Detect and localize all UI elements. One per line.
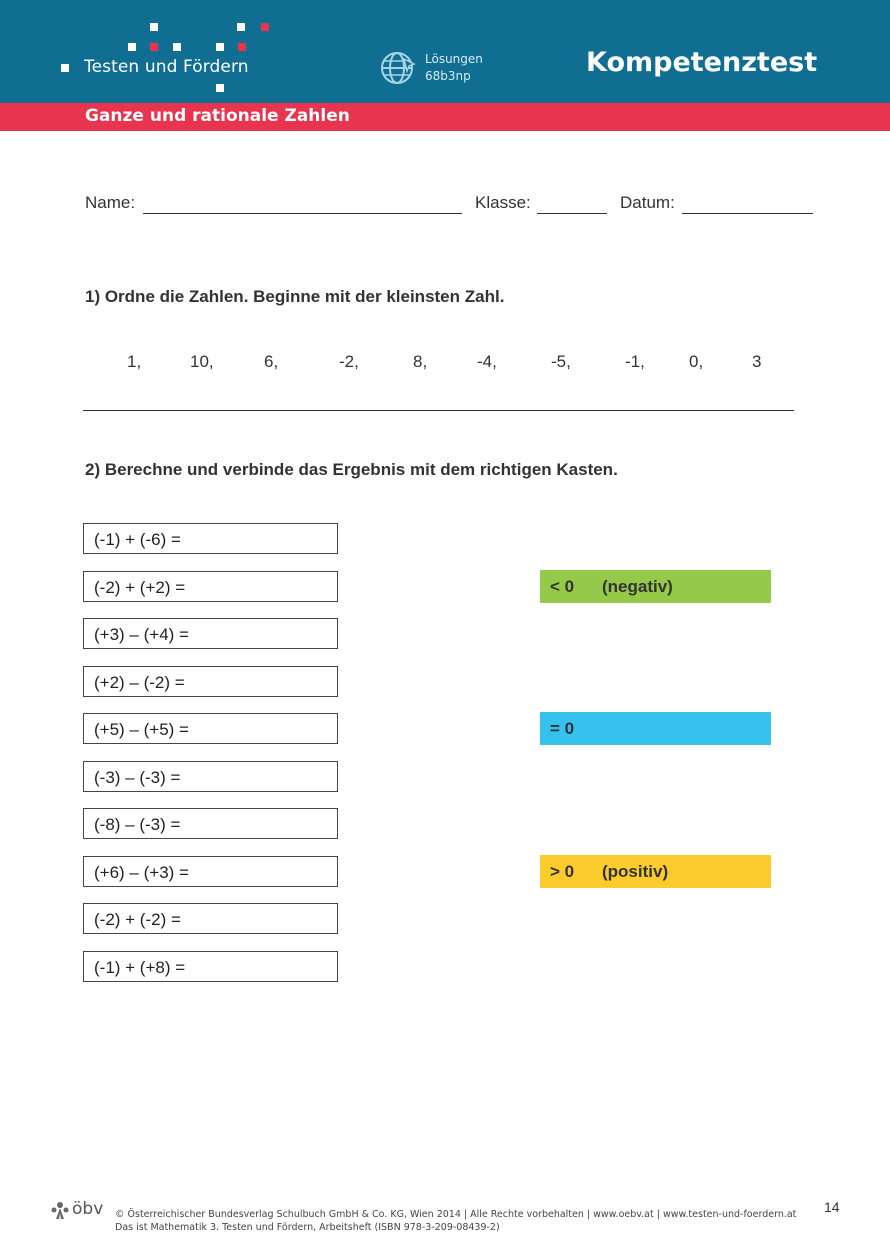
expression-box[interactable]: (-8) – (-3) = [83,808,338,839]
result-box-negative[interactable] [540,570,771,603]
task2-title: 2) Berechne und verbinde das Ergebnis mit dem richtigen Kasten. [85,460,618,479]
name-field[interactable] [143,213,462,214]
number-item: -4, [477,352,497,371]
publisher-logo-icon [50,1201,70,1221]
result-symbol: > 0 [550,862,575,881]
expression-box[interactable]: (+2) – (-2) = [83,666,338,697]
task1-title: 1) Ordne die Zahlen. Beginne mit der kleinsten Zahl. [85,287,505,306]
solutions-code: 68b3np [425,69,471,83]
solutions-label: Lösungen [425,52,483,66]
number-item: -2, [339,352,359,371]
isbn-line: Das ist Mathematik 3. Testen und Fördern, Arbeitsheft (ISBN 978-3-209-08439-2) [115,1222,500,1233]
number-item: 6, [264,352,279,371]
number-item: 0, [689,352,704,371]
expression-box[interactable]: (+6) – (+3) = [83,856,338,887]
number-item: 8, [413,352,428,371]
date-label: Datum: [620,193,675,212]
expression-box[interactable]: (-2) + (+2) = [83,571,338,602]
expression-box[interactable]: (-1) + (-6) = [83,523,338,554]
name-label: Name: [85,193,136,212]
expression-box[interactable]: (-3) – (-3) = [83,761,338,792]
number-item: 1, [127,352,142,371]
publisher-logo-text: öbv [72,1199,104,1219]
class-field[interactable] [537,213,607,214]
globe-cursor-icon[interactable] [380,50,416,86]
result-symbol: = 0 [550,719,575,738]
copyright-line: © Österreichischer Bundesverlag Schulbuch GmbH & Co. KG, Wien 2014 | Alle Rechte vorbehalten | www.oebv.at | www.testen-und-foerdern.at [115,1209,797,1220]
brand-name: Testen und Fördern [84,57,249,77]
expression-box[interactable]: (-1) + (+8) = [83,951,338,982]
expression-box[interactable]: (-2) + (-2) = [83,903,338,934]
number-item: 3 [752,352,762,371]
result-box-positive[interactable] [540,855,771,888]
topic-subtitle: Ganze und rationale Zahlen [85,106,350,126]
page-title: Kompetenztest [586,47,818,78]
page-number: 14 [824,1199,840,1215]
number-item: -5, [551,352,571,371]
number-item: 10, [190,352,214,371]
expression-box[interactable]: (+3) – (+4) = [83,618,338,649]
date-field[interactable] [682,213,813,214]
number-item: -1, [625,352,645,371]
expression-box[interactable]: (+5) – (+5) = [83,713,338,744]
copyright-text [115,1208,796,1234]
class-label: Klasse: [475,193,531,212]
result-label: (positiv) [602,862,669,881]
ordering-answer-line[interactable] [83,410,794,411]
result-box-zero[interactable] [540,712,771,745]
solutions-link[interactable] [425,51,483,85]
result-label: (negativ) [602,577,673,596]
result-symbol: < 0 [550,577,575,596]
